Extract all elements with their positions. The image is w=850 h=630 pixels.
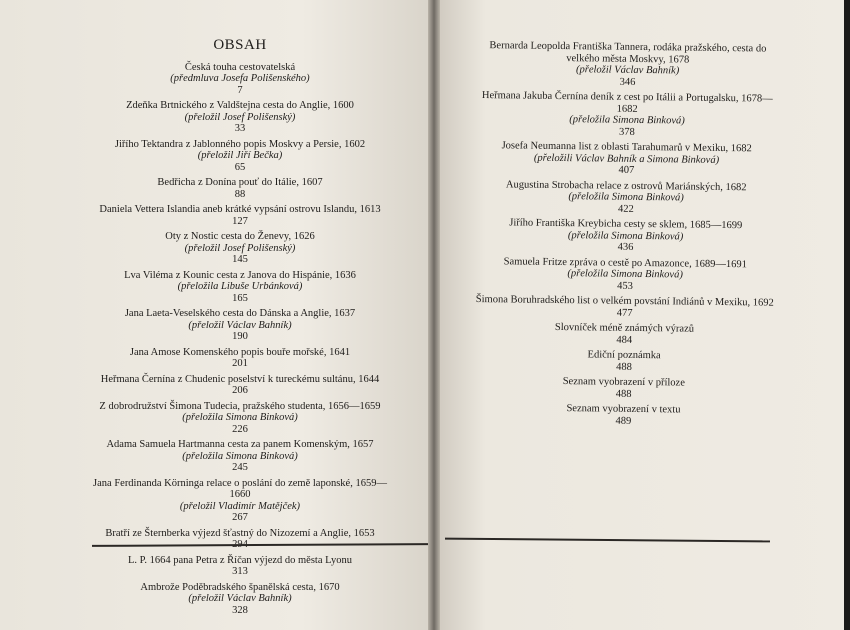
toc-entry — [90, 478, 390, 524]
toc-entry-page-number: 313 — [232, 566, 248, 577]
toc-entry-title: Bedřicha z Donína pouť do Itálie, 1607 — [157, 177, 323, 188]
toc-entry — [473, 402, 773, 429]
toc-entry — [90, 204, 390, 227]
toc-entry-translator: (přeložila Simona Binková) — [568, 191, 684, 204]
toc-entry-page-number: 267 — [232, 512, 248, 523]
toc-entry-title: Seznam vyobrazení v příloze — [562, 376, 685, 389]
toc-entry — [475, 255, 775, 293]
toc-entry — [476, 140, 776, 178]
toc-entry-page-number: 88 — [234, 188, 246, 200]
toc-entry-title: L. P. 1664 pana Petra z Říčan výjezd do města Lyonu — [128, 554, 352, 566]
right-toc-list — [473, 40, 778, 429]
toc-entry-page-number: 245 — [232, 462, 248, 473]
toc-entry-page-number: 226 — [232, 423, 248, 435]
toc-entry-translator: (předmluva Josefa Polišenského) — [170, 73, 310, 84]
toc-entry — [90, 139, 390, 174]
toc-entry-page-number: 407 — [618, 164, 635, 176]
toc-entry-translator: (přeložil Václav Bahník) — [188, 319, 292, 331]
toc-entry-translator: (přeložila Simona Binková) — [182, 450, 298, 462]
toc-entry-page-number: 190 — [232, 331, 248, 342]
toc-entry-translator: (přeložili Václav Bahník a Simona Binková) — [533, 152, 720, 166]
toc-entry-page-number: 33 — [234, 123, 246, 134]
toc-entry — [90, 62, 390, 97]
toc-entry-title: Jana Amose Komenského popis bouře mořské, 1641 — [129, 346, 351, 358]
toc-entry-page-number: 484 — [616, 334, 633, 346]
toc-entry — [90, 374, 390, 397]
toc-entry — [474, 348, 774, 375]
toc-entry-page-number: 201 — [232, 358, 248, 369]
toc-entry-title: Jiřího Františka Kreybicha cesty se sklem, 1685—1699 — [509, 217, 743, 232]
toc-entry-page-number: 165 — [232, 292, 248, 304]
toc-entry — [90, 555, 390, 578]
toc-entry-translator: (přeložila Simona Binková) — [567, 268, 683, 281]
toc-entry-title: Zdeňka Brtnického z Valdštejna cesta do Anglie, 1600 — [126, 100, 354, 111]
page-edge — [844, 0, 850, 630]
toc-entry-page-number: 206 — [232, 385, 248, 396]
toc-entry — [90, 100, 390, 135]
toc-entry-page-number: 7 — [237, 84, 243, 96]
toc-entry-title: Oty z Nostic cesta do Ženevy, 1626 — [165, 231, 315, 242]
toc-entry-page-number: 65 — [234, 161, 246, 173]
toc-entry-title: Jana Laeta-Veselského cesta do Dánska a Anglie, 1637 — [124, 308, 356, 319]
toc-entry-page-number: 477 — [616, 307, 633, 319]
toc-entry — [477, 90, 778, 140]
toc-entry-page-number: 436 — [617, 241, 634, 253]
toc-entry — [90, 347, 390, 370]
toc-entry-translator: (přeložil Vladimír Matějček) — [179, 500, 301, 512]
toc-entry-title: Seznam vyobrazení v textu — [566, 403, 681, 416]
toc-entry-title: Šimona Boruhradského list o velkém povstání Indiánů v Mexiku, 1692 — [475, 293, 774, 309]
toc-entry-title: Lva Viléma z Kounic cesta z Janova do Hispánie, 1636 — [124, 269, 356, 281]
toc-entry — [476, 178, 776, 216]
toc-entry-page-number: 328 — [232, 604, 248, 616]
toc-entry-page-number: 488 — [615, 388, 632, 400]
toc-entry-translator: (přeložil Václav Bahník) — [188, 593, 292, 604]
toc-entry-translator: (přeložil Jiří Bečka) — [197, 150, 283, 161]
toc-entry-page-number: 488 — [616, 361, 632, 373]
toc-entry — [90, 401, 390, 436]
toc-entry-translator: (přeložil Josef Polišenský) — [184, 111, 296, 123]
toc-entry — [90, 528, 390, 551]
toc-entry-page-number: 489 — [615, 415, 632, 427]
toc-entry-page-number: 145 — [232, 254, 248, 265]
toc-entry-title: Bratří ze Šternberka výjezd šťastný do Nizozemí a Anglie, 1653 — [105, 527, 375, 539]
toc-entry-title: Adama Samuela Hartmanna cesta za panem Komenským, 1657 — [106, 439, 374, 450]
toc-entry-page-number: 453 — [617, 280, 633, 292]
toc-entry — [474, 375, 774, 402]
toc-entry-title: Ediční poznámka — [587, 349, 661, 362]
toc-entry-translator: (přeložil Václav Bahník) — [575, 64, 680, 77]
toc-entry — [475, 217, 775, 255]
right-toc-column — [473, 40, 778, 433]
toc-entry-title: Josefa Neumanna list z oblasti Tarahumarů v Mexiku, 1682 — [501, 140, 752, 155]
toc-entry-title: Jiřího Tektandra z Jablonného popis Moskvy a Persie, 1602 — [114, 138, 366, 150]
toc-entry-translator: (přeložil Josef Polišenský) — [184, 242, 296, 254]
toc-entry — [475, 294, 775, 321]
toc-entry-title: Heřmana Jakuba Černína deník z cest po Itálii a Portugalsku, 1678—1682 — [481, 90, 773, 115]
toc-entry-translator: (přeložila Simona Binková) — [182, 412, 298, 423]
toc-entry — [90, 231, 390, 266]
toc-entry — [90, 308, 390, 343]
toc-entry-page-number: 346 — [619, 76, 636, 88]
toc-entry-title: Jana Ferdinanda Körninga relace o poslání do země laponské, 1659—1660 — [93, 477, 387, 500]
toc-entry-page-number: 127 — [232, 215, 248, 227]
toc-entry-title: Česká touha cestovatelská — [184, 61, 296, 73]
toc-entry-translator: (přeložila Simona Binková) — [569, 114, 685, 127]
toc-heading: OBSAH — [213, 37, 267, 53]
toc-entry-title: Slovníček méně známých výrazů — [554, 321, 695, 335]
toc-entry-page-number: 422 — [618, 203, 634, 215]
toc-entry — [90, 177, 390, 200]
toc-entry-title: Z dobrodružství Šimona Tudecia, pražského studenta, 1656—1659 — [99, 400, 381, 412]
left-toc-list — [90, 62, 390, 617]
toc-entry-title: Ambrože Poděbradského španělská cesta, 1670 — [140, 581, 340, 593]
toc-entry-page-number: 378 — [618, 126, 635, 138]
toc-entry — [477, 40, 778, 90]
toc-entry — [474, 321, 774, 348]
toc-entry-title: Heřmana Černína z Chudenic poselství k tureckému sultánu, 1644 — [100, 373, 380, 385]
book-gutter — [428, 0, 440, 630]
toc-entry — [90, 270, 390, 305]
toc-entry-translator: (přeložila Libuše Urbánková) — [177, 281, 303, 292]
toc-entry-translator: (přeložila Simona Binková) — [567, 229, 684, 243]
toc-entry — [90, 582, 390, 617]
left-toc-column — [90, 37, 390, 620]
toc-entry-title: Daniela Vettera Islandia aneb krátké vypsání ostrovu Islandu, 1613 — [99, 204, 381, 215]
toc-entry-title: Samuela Fritze zpráva o cestě po Amazonce, 1689—1691 — [503, 255, 747, 270]
toc-entry-title: Bernarda Leopolda Františka Tannera, rodáka pražského, cesta do velkého města Moskvy, 1678 — [489, 40, 767, 66]
toc-entry — [90, 439, 390, 474]
toc-entry-title: Augustina Strobacha relace z ostrovů Mariánských, 1682 — [505, 178, 747, 193]
